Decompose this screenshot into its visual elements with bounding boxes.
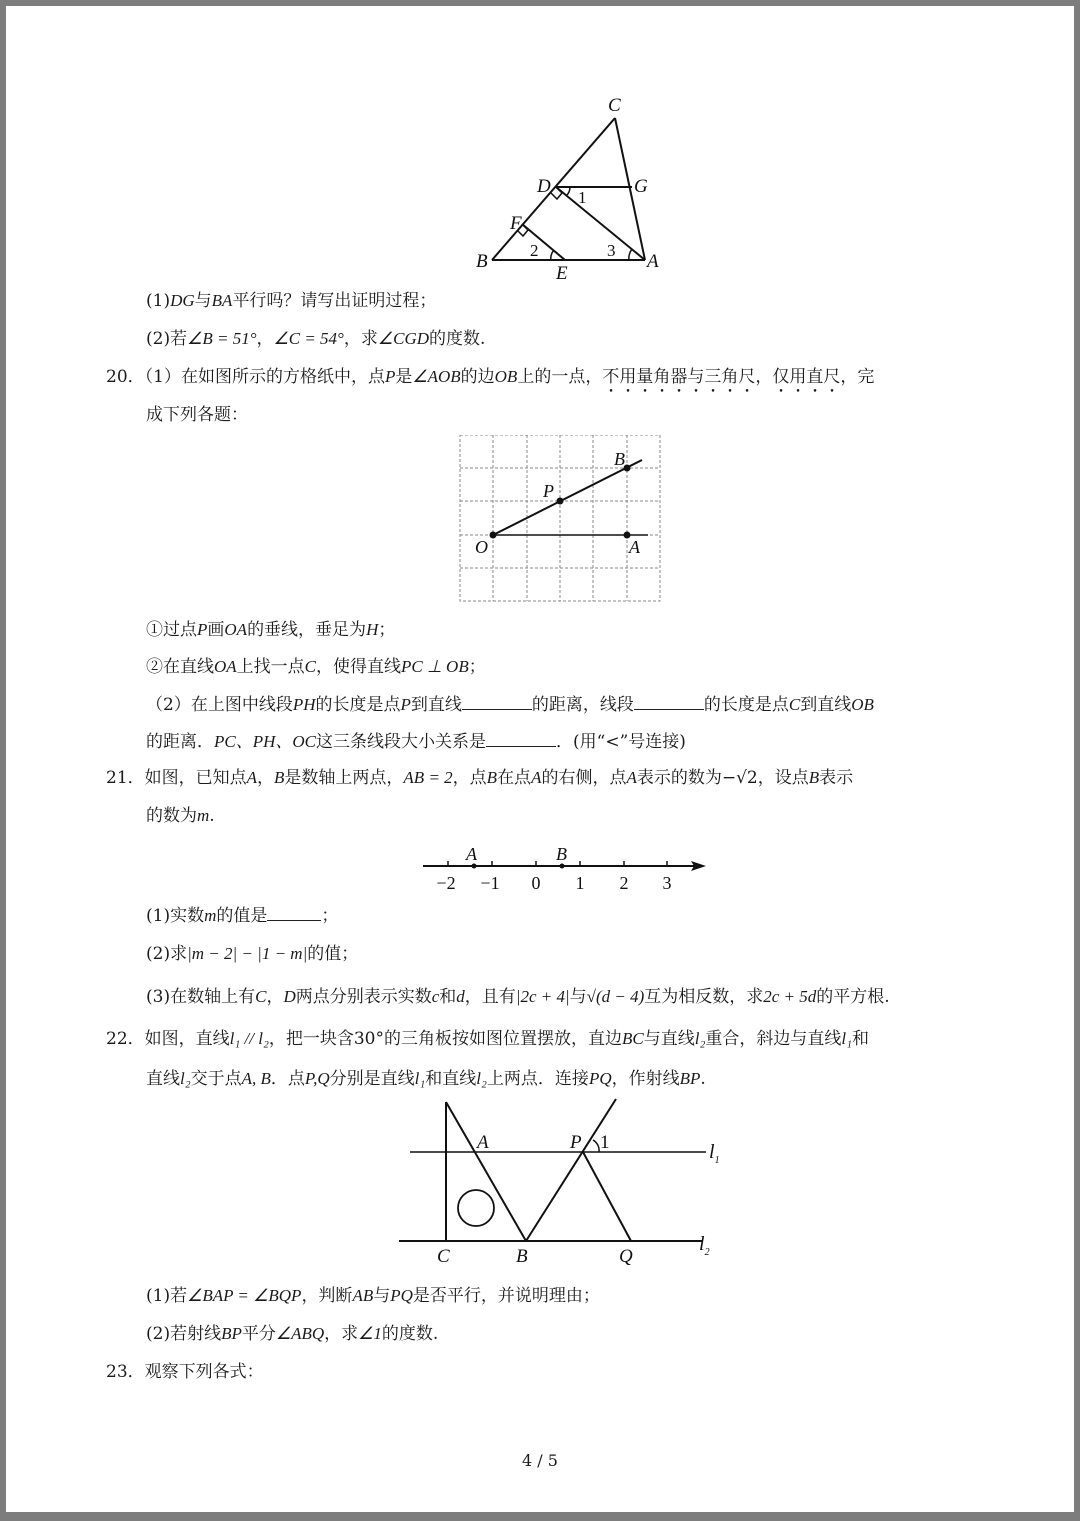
q20-part2-cont [146,730,686,753]
math-ba: BA [211,291,233,310]
text: ①过点 [146,620,197,640]
label-b: B [516,1246,528,1267]
q22-intro [106,1028,869,1050]
document-page [6,6,1074,1512]
math-dg: DG [170,291,195,310]
q22-part1 [146,1285,600,1307]
text: (1)若 [146,1286,188,1306]
text: ，把一块含30°的三角板按如图位置摆放，直边 [268,1029,622,1049]
part-prefix: (1) [146,291,171,311]
q22-part2 [146,1323,438,1345]
math-c: c [431,987,440,1006]
math-ph: PH [292,695,316,714]
math-angle-abq: ∠ABQ [275,1324,325,1343]
text: 和 [439,987,457,1007]
math-angle-aob: ∠AOB [412,367,461,386]
label-e: E [556,263,568,280]
text: 上找一点 [236,657,305,677]
math-ab: AB [352,1286,374,1305]
text: 与 [373,1286,391,1306]
label-q: Q [619,1246,633,1267]
text: ； [378,620,396,640]
text: ，作射线 [611,1069,680,1089]
q22-parallel-lines-figure [394,1096,734,1276]
label-b: B [476,251,488,272]
math-l2: l₂ [476,1069,487,1088]
math-angle-c: ∠C = 54° [273,329,344,348]
math-pc-perp-ob: PC ⊥ OB [401,657,469,676]
text: 与 [194,291,212,311]
text: (2)求 [146,944,188,964]
answer-blank[interactable] [486,730,556,747]
text: （1）在如图所示的方格纸中，点 [144,367,385,387]
text: ．点 [270,1069,305,1089]
math-p: P [384,367,396,386]
math-ob: OB [494,367,518,386]
text: 和 [852,1029,870,1049]
emphasis-text: 不用量角器与三角尺 [602,367,756,387]
text: 的度数. [381,1324,439,1344]
text: 平分 [241,1324,276,1344]
answer-blank[interactable] [462,693,532,710]
math-sqrt-d-minus-4: √(d − 4) [586,987,645,1006]
math-a-b: A, B [241,1069,271,1088]
math-l2: l₂ [694,1029,706,1048]
text: ，设点 [757,768,809,788]
text: 重合，斜边与直线 [705,1029,842,1049]
text: 交于点 [190,1069,242,1089]
q22-intro-cont [146,1068,706,1090]
math-a: A [626,768,637,787]
q19-triangle-figure [460,80,680,280]
q21-part3 [146,986,890,1008]
math-abs-2c-plus-4: |2c + 4| [515,987,570,1006]
label-a: A [477,1132,489,1153]
text: (1)实数 [146,906,205,926]
q20-grid-figure [456,435,666,607]
math-b: B [808,768,820,787]
math-l1: l₁ [841,1029,853,1048]
math-ob: OB [851,695,874,714]
math-h: H [366,620,379,639]
text: ．(用“<”号连接) [556,732,686,752]
text: 成下列各题： [146,405,248,425]
math-p-q: P,Q [304,1069,330,1088]
label-g: G [634,176,648,197]
math-b: B [274,768,285,787]
text: 的值是 [216,906,268,926]
text: (3)在数轴上有 [146,987,256,1007]
math-l1-parallel-l2: l₁ // l₂ [229,1029,269,1048]
tick-label: 0 [531,873,541,893]
math-l2: l₂ [180,1069,191,1088]
math-d: d [456,987,465,1006]
text: 如图，直线 [144,1029,230,1049]
text: ； [468,657,486,677]
q21-part1 [146,904,338,927]
label-p: P [543,481,554,501]
tick-label: 3 [662,873,672,893]
label-f: F [510,213,522,234]
math-bp: BP [221,1324,242,1343]
text: （2）在上图中线段 [146,695,293,715]
q20-intro-cont [146,404,248,426]
text: 的右侧，点 [541,768,627,788]
text: ； [321,906,339,926]
text: ，且有 [464,987,516,1007]
point-b-label: B [556,844,567,864]
line-l1-label: $l_1$ [709,1141,720,1166]
math-2c-plus-5d: 2c + 5d [763,987,817,1006]
question-number: 21． [106,768,145,788]
math-bc: BC [622,1029,644,1048]
q19-part1 [146,290,436,312]
text: 的距离． [146,732,214,752]
text: ②在直线 [146,657,214,677]
text: ，求 [324,1324,359,1344]
line-l2-label: $l_2$ [699,1233,710,1258]
text: ， [755,367,773,387]
label-c: C [608,95,621,116]
text: 直线 [146,1069,180,1089]
text: 的边 [460,367,495,387]
tick-label: 2 [619,873,629,893]
text: ，使得直线 [316,657,402,677]
math-oa: OA [224,620,248,639]
math-neg-sqrt2: −√2 [721,768,758,788]
q20-intro [106,366,874,397]
text: 的长度是点 [703,695,789,715]
math-segments: PC、PH、OC [214,732,316,751]
tick-label: −2 [436,873,456,893]
text: 和直线 [425,1069,477,1089]
angle-3-label: 3 [607,241,616,260]
math-a: A [246,768,258,787]
tick-label: 1 [575,873,585,893]
text: 在点 [497,768,532,788]
math-angle-b: ∠B = 51° [187,329,257,348]
math-c: C [255,987,267,1006]
text: 与 [569,987,587,1007]
text: 观察下列各式： [144,1362,264,1382]
label-c: C [437,1246,450,1267]
text: ，完 [840,367,875,387]
question-number: 20． [106,367,145,387]
math-b: B [486,768,498,787]
math-c: C [788,695,801,714]
math-angle-1: ∠1 [358,1324,382,1343]
text: 表示的数为 [636,768,722,788]
text: 是 [395,367,413,387]
text: ，求 [343,329,378,349]
math-m: m [204,906,217,925]
part-prefix: (2)若 [146,329,188,349]
text: 的度数. [429,329,486,349]
text: 的距离，线段 [531,695,634,715]
math-abs-expression: |m − 2| − |1 − m| [187,944,308,963]
angle-1-label: 1 [578,188,587,207]
q21-intro-cont [146,805,215,827]
question-number: 23． [106,1362,145,1382]
text: ， [256,329,274,349]
math-angle-equation: ∠BAP = ∠BQP [187,1286,302,1305]
label-a: A [647,251,659,272]
text: 画 [207,620,225,640]
math-pq: PQ [390,1286,413,1305]
label-o: O [475,537,488,557]
question-number: 22． [106,1029,145,1049]
answer-blank[interactable] [267,904,321,921]
text: 的长度是点 [315,695,401,715]
q23-intro [106,1361,264,1383]
math-m: m [197,806,210,825]
text: 上两点．连接 [486,1069,589,1089]
q21-part2 [146,943,358,965]
math-c: C [304,657,317,676]
math-ab-eq-2: AB = 2 [403,768,453,787]
text: 的垂线，垂足为 [247,620,367,640]
text: 这三条线段大小关系是 [316,732,486,752]
text: 互为相反数，求 [644,987,764,1007]
text: (2)若射线 [146,1324,222,1344]
q20-step2 [146,656,486,678]
text: 两点分别表示实数 [295,987,432,1007]
text: 与直线 [643,1029,695,1049]
text: 的平方根. [816,987,890,1007]
math-pq: PQ [588,1069,612,1088]
tick-label: −1 [480,873,500,893]
math-angle-cgd: ∠CGD [377,329,429,348]
text: 平行吗？请写出证明过程； [232,291,437,311]
text: 的值； [307,944,359,964]
text: ，点 [452,768,487,788]
label-a: A [629,537,640,557]
math-p: P [400,695,411,714]
q20-part2 [146,693,874,716]
label-d: D [537,176,551,197]
text: 是数轴上两点， [284,768,404,788]
q19-part2 [146,328,485,350]
text: 是否平行，并说明理由； [412,1286,600,1306]
text: 到直线 [800,695,852,715]
text: 的数为 [146,806,197,826]
math-d: D [283,987,296,1006]
text: 分别是直线 [329,1069,415,1089]
math-oa: OA [214,657,237,676]
answer-blank[interactable] [634,693,704,710]
math-a: A [531,768,542,787]
text: ， [266,987,284,1007]
q21-intro [106,767,853,789]
text: 到直线 [410,695,462,715]
text: 如图，已知点 [144,768,247,788]
text: ， [257,768,275,788]
q21-number-line [416,840,716,896]
text: . [700,1069,706,1089]
point-a-label: A [466,844,477,864]
emphasis-text: 仅用直尺 [772,367,841,387]
text: . [209,806,215,826]
math-p: P [197,620,208,639]
math-l1: l₁ [414,1069,426,1088]
label-p: P [570,1132,582,1153]
label-b: B [614,449,625,469]
angle-1-label: 1 [600,1132,610,1153]
math-bp: BP [679,1069,701,1088]
q20-step1 [146,619,395,641]
page-number: 4 / 5 [522,1451,558,1470]
text: 上的一点， [517,367,603,387]
text: ，判断 [301,1286,353,1306]
text: 表示 [819,768,854,788]
angle-2-label: 2 [530,241,539,260]
